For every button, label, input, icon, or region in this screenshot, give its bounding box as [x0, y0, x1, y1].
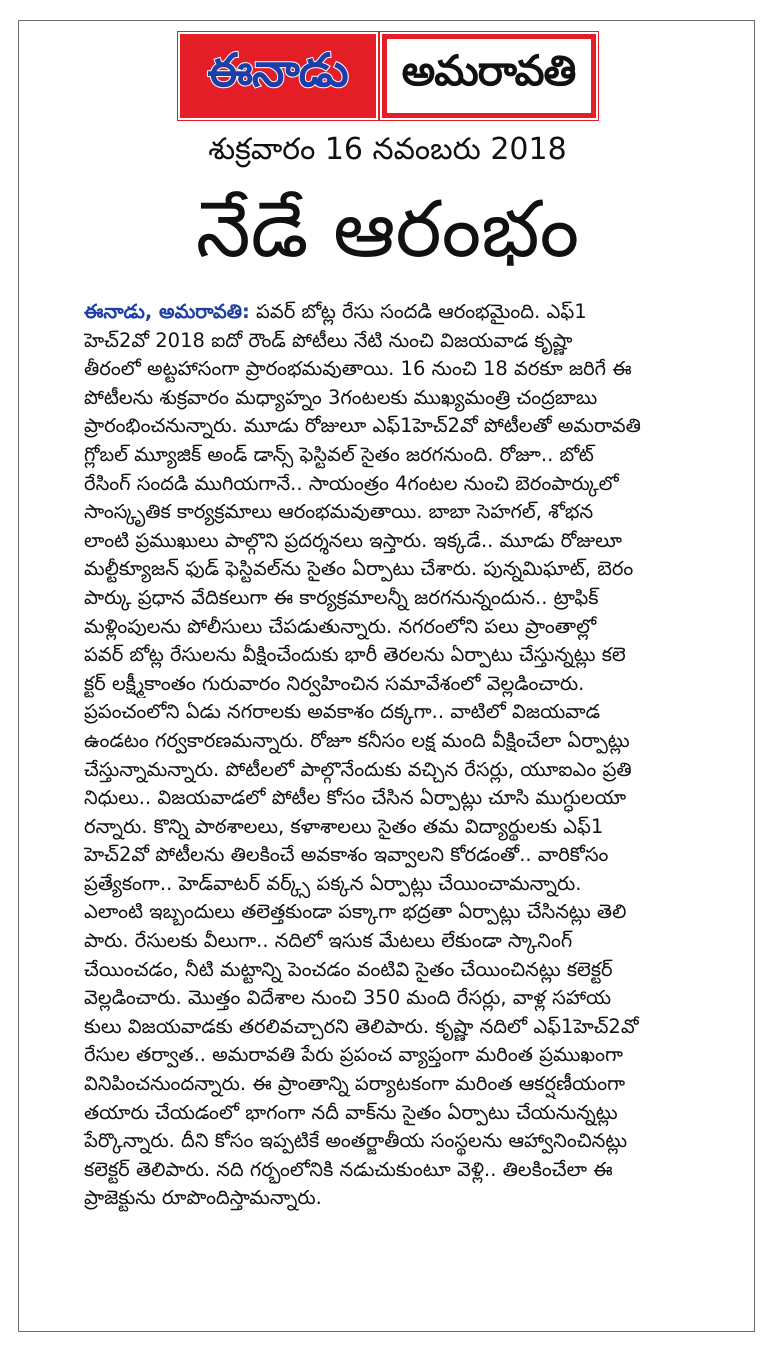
article-line-text: కలెక్టర్ తెలిపారు. నది గర్భంలోనికి నడుచుకుంటూ వెళ్లి.. తిలకించేలా ఈ: [84, 1157, 613, 1181]
article-line-text: మళ్లింపులను పోలీసులు చేపడుతున్నారు. నగరంలోని పలు ప్రాంతాల్లో: [84, 614, 597, 638]
article-line: [84, 1156, 724, 1185]
article-line-text: హెచ్2వో పోటీలను తిలకించే అవకాశం ఇవ్వాలని కోరడంతో.. వారికోసం: [84, 843, 609, 867]
article-line-text: కులు విజయవాడకు తరలివచ్చారని తెలిపారు. కృష్ణా నదిలో ఎఫ్1హెచ్2వో: [84, 1014, 639, 1038]
article-line: [84, 470, 724, 499]
article-line: [84, 355, 724, 384]
article-line: [84, 841, 724, 870]
article-line: [84, 384, 724, 413]
dateline: శుక్రవారం 16 నవంబరు 2018: [208, 132, 567, 167]
article-line-text: రన్నారు. కొన్ని పాఠశాలలు, కళాశాలలు సైతం తమ విద్యార్థులకు ఎఫ్1: [84, 814, 604, 838]
article-line-text: ఎలాంటి ఇబ్బందులు తలెత్తకుండా పక్కాగా భద్రతా ఏర్పాట్లు చేసినట్లు తెలి: [84, 900, 627, 924]
article-line: [84, 984, 724, 1013]
article-line: [84, 898, 724, 927]
article-line-text: చేయించడం, నీటి మట్టాన్ని పెంచడం వంటివి సైతం చేయించినట్లు కలెక్టర్: [84, 957, 613, 981]
article-line: [84, 555, 724, 584]
article-line-text: తయారు చేయడంలో భాగంగా నదీ వాక్‌ను సైతం ఏర్పాటు చేయనున్నట్లు: [84, 1100, 618, 1124]
article-line: [84, 670, 724, 699]
article-line: [84, 498, 724, 527]
article-line-text: రేసింగ్ సందడి ముగియగానే.. సాయంత్రం 4గంటల నుంచి బెరంపార్కులో: [84, 471, 619, 495]
article-line: [84, 327, 724, 356]
article-line: [84, 613, 724, 642]
article-line-text: పోటీలను శుక్రవారం మధ్యాహ్నం 3గంటలకు ముఖ్యమంత్రి చంద్రబాబు: [84, 385, 598, 409]
article-line-text: చేస్తున్నామన్నారు. పోటీలలో పాల్గొనేందుకు వచ్చిన రేసర్లు, యూఐఎం ప్రతి: [84, 757, 632, 781]
article-line: [84, 956, 724, 985]
article-line: [84, 698, 724, 727]
article-line-text: రేసుల తర్వాత.. అమరావతి పేరు ప్రపంచ వ్యాప్తంగా మరింత ప్రముఖంగా: [84, 1043, 623, 1067]
article-line-text: ప్రాజెక్టును రూపొందిస్తామన్నారు.: [84, 1186, 322, 1210]
logo-amaravati: [380, 32, 598, 120]
article-line: [84, 527, 724, 556]
article-line-text: హెచ్2వో 2018 ఐదో రౌండ్ పోటీలు నేటి నుంచి విజయవాడ కృష్ణా: [84, 328, 573, 352]
logo-eenadu: [178, 32, 378, 120]
article-line-text: ఉండటం గర్వకారణమన్నారు. రోజూ కనీసం లక్ష మంది వీక్షించేలా ఏర్పాట్లు: [84, 728, 630, 752]
article-line: [84, 727, 724, 756]
article-line-text: పార్కు ప్రధాన వేదికలుగా ఈ కార్యక్రమాలన్నీ జరగనున్నందున.. ట్రాఫిక్: [84, 585, 599, 609]
article-line-text: ప్రత్యేకంగా.. హెడ్‌వాటర్ వర్క్స్ పక్కన ఏర్పాట్లు చేయించామన్నారు.: [84, 871, 582, 895]
article-line-text: లాంటి ప్రముఖులు పాల్గొని ప్రదర్శనలు ఇస్తారు. ఇక్కడే.. మూడు రోజులూ: [84, 528, 622, 552]
article-line-text: వినిపించనుందన్నారు. ఈ ప్రాంతాన్ని పర్యాటకంగా మరింత ఆకర్షణీయంగా: [84, 1072, 626, 1096]
article-line-text: క్టర్ లక్ష్మీకాంతం గురువారం నిర్వహించిన సమావేశంలో వెల్లడించారు.: [84, 671, 585, 695]
article-body: [84, 298, 724, 1213]
article-line-text: పారు. రేసులకు వీలుగా.. నదిలో ఇసుక మేటలు లేకుండా స్కానింగ్: [84, 929, 573, 953]
logo-amaravati-text: అమరావతి: [401, 46, 576, 95]
article-line-text: పవర్ బోట్ల రేసు సందడి ఆరంభమైంది. ఎఫ్1: [249, 300, 587, 323]
article-line: [84, 1099, 724, 1128]
article-line-text: పేర్కొన్నారు. దీని కోసం ఇప్పటికే అంతర్జాతీయ సంస్థలను ఆహ్వానించినట్లు: [84, 1129, 628, 1153]
article-line-text: మల్టీక్యూజన్ ఫుడ్ ఫెస్టివల్‌ను సైతం ఏర్పాటు చేశారు. పున్నమిఘాట్, బెరం: [84, 557, 634, 581]
article-line-text: నిధులు.. విజయవాడలో పోటీల కోసం చేసిన ఏర్పాట్లు చూసి ముగ్ధులయా: [84, 786, 627, 810]
article-line: [84, 1070, 724, 1099]
article-line: [84, 927, 724, 956]
headline: నేడే ఆరంభం: [195, 185, 580, 275]
article-line: [84, 1184, 724, 1213]
article-line-text: ప్రపంచంలోని ఏడు నగరాలకు అవకాశం దక్కగా.. వాటిలో విజయవాడ: [84, 700, 601, 724]
article-line: [84, 870, 724, 899]
article-line-text: వెల్లడించారు. మొత్తం విదేశాల నుంచి 350 మంది రేసర్లు, వాళ్ల సహాయ: [84, 986, 612, 1010]
masthead: [0, 32, 775, 120]
article-line: [84, 412, 724, 441]
article-line: [84, 441, 724, 470]
article-line: [84, 641, 724, 670]
article-line: [84, 813, 724, 842]
article-line: [84, 1013, 724, 1042]
article-line-text: సాంస్కృతిక కార్యక్రమాలు ఆరంభమవుతాయి. బాబా సెహగల్, శోభన: [84, 500, 594, 524]
article-line: [84, 1041, 724, 1070]
newspaper-logo: [178, 32, 598, 120]
article-line: [84, 1127, 724, 1156]
article-line-text: గ్లోబల్ మ్యూజిక్ అండ్ డాన్స్ ఫెస్టివల్ సైతం జరగనుంది. రోజూ.. బోట్: [84, 442, 594, 466]
article-line-text: తీరంలో అట్టహాసంగా ప్రారంభమవుతాయి. 16 నుంచి 18 వరకూ జరిగే ఈ: [84, 357, 632, 381]
article-line: [84, 298, 724, 327]
article-line: [84, 756, 724, 785]
article-line: [84, 784, 724, 813]
article-line-text: ప్రారంభించనున్నారు. మూడు రోజులూ ఎఫ్1హెచ్2వో పోటీలతో అమరావతి: [84, 414, 641, 438]
article-line: [84, 584, 724, 613]
byline: ఈనాడు, అమరావతి:: [84, 300, 250, 323]
article-line-text: పవర్ బోట్ల రేసులను వీక్షించేందుకు భారీ తెరలను ఏర్పాటు చేస్తున్నట్లు కలె: [84, 643, 626, 667]
logo-eenadu-text: ఈనాడు: [207, 43, 348, 97]
